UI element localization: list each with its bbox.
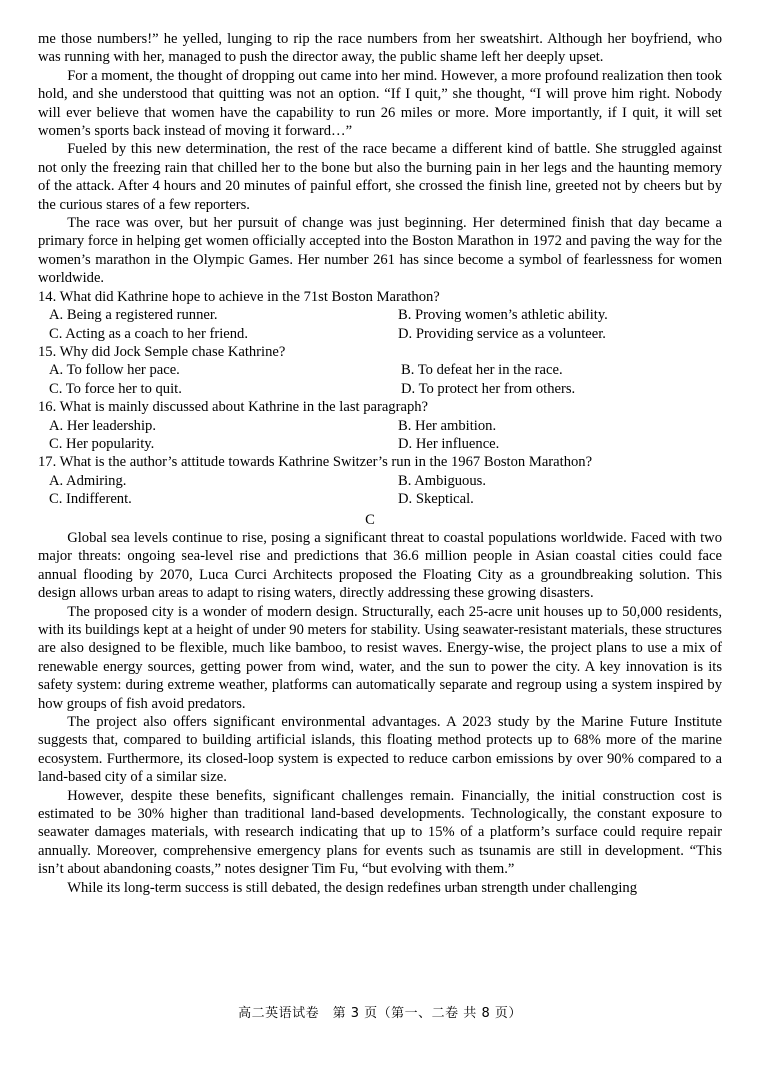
passage-c-paragraph: The proposed city is a wonder of modern design. Structurally, each 25-acre unit houses up to 50,000 residents, with its buildings kept at a height of under 90 meters for stability. Using seawater-resistant materials, these structures are also designed to be flexible, much like bamboo, to resist waves. Energy-wise, the project plans to use a mix of renewable energy sources, getting power from wind, water, and the sun to power the city. A key innovation is its safety system: during extreme weather, platforms can automatically separate and regroup using a system inspired by how groups of fish avoid predators. xyxy=(38,603,722,712)
option-b[interactable]: B. To defeat her in the race. xyxy=(401,362,563,379)
question-options xyxy=(38,306,722,343)
option-a[interactable]: A. Her leadership. xyxy=(49,417,156,434)
option-row xyxy=(38,435,722,453)
option-row xyxy=(38,306,722,324)
section-letter-c: C xyxy=(365,511,375,528)
passage-paragraph: The race was over, but her pursuit of change was just beginning. Her determined finish that day became a primary force in helping get women officially accepted into the Boston Marathon in 1972 and paving the way for the women’s marathon in the Olympic Games. Her number 261 has since become a symbol of fearlessness for women worldwide. xyxy=(38,215,722,287)
question-stem: 14. What did Kathrine hope to achieve in the 71st Boston Marathon? xyxy=(38,288,440,305)
passage-c-paragraph: Global sea levels continue to rise, posing a significant threat to coastal populations worldwide. Faced with two major threats: ongoing sea-level rise and predictions that 36.6 million people in Asian coastal cities could face annual flooding by 2070, Luca Curci Architects proposed the Floating City as a groundbreaking solution. This design allows urban areas to adapt to rising waters, directly addressing these growing disasters. xyxy=(38,529,722,602)
page-footer xyxy=(0,1005,760,1023)
question-stem: 16. What is mainly discussed about Kathrine in the last paragraph? xyxy=(38,399,429,416)
option-row xyxy=(38,361,722,379)
option-row xyxy=(38,380,722,398)
option-row xyxy=(38,472,722,490)
question-stem: 15. Why did Jock Semple chase Kathrine? xyxy=(38,343,286,360)
option-c[interactable]: C. Her popularity. xyxy=(49,435,155,452)
question-17 xyxy=(38,453,722,508)
option-row xyxy=(38,417,722,435)
option-a[interactable]: A. To follow her pace. xyxy=(49,362,180,379)
footer-text: 高二英语试卷 第 3 页（第一、二卷 共 8 页） xyxy=(238,1006,522,1021)
option-c[interactable]: C. Indifferent. xyxy=(49,491,132,508)
option-b[interactable]: B. Ambiguous. xyxy=(398,472,486,489)
option-b[interactable]: B. Her ambition. xyxy=(398,417,497,434)
option-c[interactable]: C. To force her to quit. xyxy=(49,380,182,397)
option-a[interactable]: A. Admiring. xyxy=(49,472,127,489)
question-options xyxy=(38,361,722,398)
question-14 xyxy=(38,288,722,343)
question-options xyxy=(38,472,722,509)
page-content xyxy=(38,30,722,897)
option-d[interactable]: D. Skeptical. xyxy=(398,491,474,508)
option-d[interactable]: D. Her influence. xyxy=(398,435,500,452)
passage-paragraph: For a moment, the thought of dropping out came into her mind. However, a more profound realization then took hold, and she understood that quitting was not an option. “If I quit,” she thought, “I will prove him right. Nobody will ever believe that women have the capability to run 26 miles or more. More importantly, if I quit, it will set women’s sports back instead of moving it forward…” xyxy=(38,67,722,140)
option-b[interactable]: B. Proving women’s athletic ability. xyxy=(398,307,608,324)
option-row xyxy=(38,490,722,508)
question-16 xyxy=(38,398,722,453)
question-options xyxy=(38,417,722,454)
passage-paragraph: me those numbers!” he yelled, lunging to rip the race numbers from her sweatshirt. Although her boyfriend, who was running with her, managed to push the director away, the public shame left her deeply upset. xyxy=(38,31,722,66)
option-d[interactable]: D. Providing service as a volunteer. xyxy=(398,325,606,342)
option-a[interactable]: A. Being a registered runner. xyxy=(49,307,218,324)
question-15 xyxy=(38,343,722,398)
option-c[interactable]: C. Acting as a coach to her friend. xyxy=(49,325,248,342)
question-stem: 17. What is the author’s attitude towards Kathrine Switzer’s run in the 1967 Boston Marathon? xyxy=(38,454,593,471)
option-d[interactable]: D. To protect her from others. xyxy=(401,380,576,397)
passage-c-paragraph: While its long-term success is still debated, the design redefines urban strength under challenging xyxy=(67,879,637,896)
passage-c-paragraph: The project also offers significant environmental advantages. A 2023 study by the Marine Future Institute suggests that, compared to building artificial islands, this floating method protects up to 68% more of the marine ecosystem. Furthermore, its closed-loop system is expected to reduce carbon emissions by over 90% compared to a land-based city of a similar size. xyxy=(38,714,722,786)
passage-c-paragraph: However, despite these benefits, significant challenges remain. Financially, the initial construction cost is estimated to be 30% higher than traditional land-based developments. Technologically, the constant exposure to seawater damages materials, with research indicating that up to 15% of a platform’s surface could require repair annually. Moreover, comprehensive emergency plans for events such as tsunamis are still in development. “This isn’t about abandoning coasts,” notes designer Tim Fu, “but evolving with them.” xyxy=(38,787,722,878)
option-row xyxy=(38,325,722,343)
passage-paragraph: Fueled by this new determination, the rest of the race became a different kind of battle. She struggled against not only the freezing rain that chilled her to the bone but also the burning pain in her legs and the haunting memory of the attack. After 4 hours and 20 minutes of painful effort, she crossed the finish line, greeted not by cheers but by the curious stares of a few reporters. xyxy=(38,141,722,213)
